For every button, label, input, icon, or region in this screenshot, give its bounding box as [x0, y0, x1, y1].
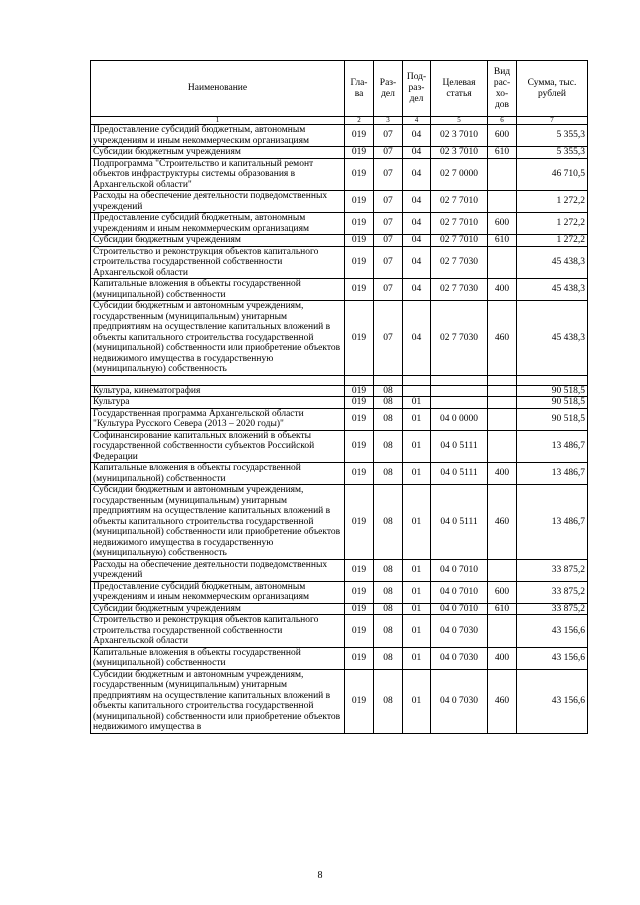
cell-section: 07	[374, 191, 403, 213]
cell-amount: 13 486,7	[517, 463, 588, 485]
cell-chapter: 019	[345, 147, 374, 159]
cell-section: 07	[374, 301, 403, 376]
cell-target-article: 02 3 7010	[431, 147, 488, 159]
cell-section: 08	[374, 581, 403, 603]
cell-target-article: 04 0 7010	[431, 581, 488, 603]
cell-name: Капитальные вложения в объекты государственной (муниципальной) собственности	[91, 647, 345, 669]
cell-name: Софинансирование капитальных вложений в объекты государственной собственности субъектов Российской Федерации	[91, 430, 345, 463]
cell-target-article: 02 7 7010	[431, 191, 488, 213]
cell-section: 07	[374, 147, 403, 159]
cell-section: 08	[374, 397, 403, 409]
cell-subsection: 04	[403, 147, 431, 159]
table-row	[91, 158, 588, 191]
cell-subsection: 01	[403, 463, 431, 485]
cell-target-article: 04 0 5111	[431, 430, 488, 463]
cell-target-article: 04 0 7030	[431, 669, 488, 733]
cell-subsection: 01	[403, 581, 431, 603]
header-section: Раз-дел	[374, 61, 403, 117]
cell-section: 07	[374, 235, 403, 247]
cell-name: Строительство и реконструкция объектов капитального строительства государственной собственности Архангельской области	[91, 246, 345, 279]
cell-name: Капитальные вложения в объекты государственной (муниципальной) собственности	[91, 463, 345, 485]
cell-name: Расходы на обеспечение деятельности подведомственных учреждений	[91, 559, 345, 581]
cell-name: Культура, кинематография	[91, 385, 345, 397]
cell-target-article: 04 0 0000	[431, 408, 488, 430]
cell-expense-type: 460	[488, 669, 517, 733]
cell-subsection: 01	[403, 603, 431, 615]
cell-expense-type: 610	[488, 235, 517, 247]
cell-expense-type	[488, 375, 517, 385]
column-number: 4	[403, 117, 431, 125]
cell-name: Субсидии бюджетным и автономным учреждениям, государственным (муниципальным) унитарным предприятиям на осуществление капитальных вложений в объекты капитального строительства государственной (муниципальной) собственности или приобретение объектов недвижимого имущества в	[91, 669, 345, 733]
cell-expense-type: 600	[488, 581, 517, 603]
cell-subsection: 01	[403, 397, 431, 409]
cell-amount: 45 438,3	[517, 246, 588, 279]
table-row	[91, 125, 588, 147]
cell-amount: 90 518,5	[517, 385, 588, 397]
cell-chapter: 019	[345, 559, 374, 581]
cell-amount: 1 272,2	[517, 235, 588, 247]
cell-expense-type: 600	[488, 213, 517, 235]
cell-chapter: 019	[345, 463, 374, 485]
cell-target-article: 04 0 7010	[431, 559, 488, 581]
cell-expense-type	[488, 385, 517, 397]
table-row	[91, 430, 588, 463]
cell-chapter: 019	[345, 485, 374, 560]
cell-amount: 43 156,6	[517, 647, 588, 669]
cell-chapter: 019	[345, 615, 374, 648]
cell-subsection: 04	[403, 158, 431, 191]
table-row	[91, 385, 588, 397]
table-row	[91, 191, 588, 213]
cell-target-article: 02 7 7030	[431, 301, 488, 376]
cell-subsection: 01	[403, 408, 431, 430]
header-name: Наименование	[91, 61, 345, 117]
cell-subsection: 04	[403, 125, 431, 147]
cell-expense-type	[488, 246, 517, 279]
cell-expense-type: 400	[488, 279, 517, 301]
cell-name	[91, 375, 345, 385]
table-row	[91, 375, 588, 385]
cell-subsection: 01	[403, 669, 431, 733]
cell-section: 08	[374, 430, 403, 463]
table-row	[91, 485, 588, 560]
column-number: 5	[431, 117, 488, 125]
cell-amount: 1 272,2	[517, 213, 588, 235]
cell-chapter: 019	[345, 669, 374, 733]
cell-section: 08	[374, 615, 403, 648]
cell-expense-type: 610	[488, 147, 517, 159]
cell-expense-type	[488, 559, 517, 581]
cell-expense-type	[488, 397, 517, 409]
column-number-row	[91, 117, 588, 125]
cell-target-article: 02 3 7010	[431, 125, 488, 147]
cell-section: 07	[374, 279, 403, 301]
cell-chapter: 019	[345, 279, 374, 301]
cell-chapter: 019	[345, 581, 374, 603]
cell-subsection: 04	[403, 301, 431, 376]
cell-chapter: 019	[345, 191, 374, 213]
table-row	[91, 147, 588, 159]
header-chapter: Гла-ва	[345, 61, 374, 117]
cell-target-article: 04 0 5111	[431, 485, 488, 560]
cell-chapter: 019	[345, 213, 374, 235]
cell-target-article	[431, 397, 488, 409]
table-row	[91, 235, 588, 247]
table-row	[91, 615, 588, 648]
table-body	[91, 125, 588, 734]
cell-subsection: 04	[403, 279, 431, 301]
cell-name: Государственная программа Архангельской области "Культура Русского Севера (2013 – 2020 годы)"	[91, 408, 345, 430]
cell-section: 08	[374, 408, 403, 430]
cell-amount: 90 518,5	[517, 397, 588, 409]
cell-subsection: 01	[403, 615, 431, 648]
cell-section: 08	[374, 647, 403, 669]
cell-amount: 33 875,2	[517, 581, 588, 603]
cell-expense-type	[488, 158, 517, 191]
header-row	[91, 61, 588, 117]
cell-amount: 1 272,2	[517, 191, 588, 213]
header-amount: Сумма, тыс. рублей	[517, 61, 588, 117]
header-expense-type: Вид рас-хо-дов	[488, 61, 517, 117]
cell-chapter: 019	[345, 408, 374, 430]
cell-chapter: 019	[345, 385, 374, 397]
column-number: 6	[488, 117, 517, 125]
cell-name: Предоставление субсидий бюджетным, автономным учреждениям и иным некоммерческим организациям	[91, 581, 345, 603]
cell-chapter: 019	[345, 397, 374, 409]
cell-section: 08	[374, 385, 403, 397]
cell-amount: 5 355,3	[517, 125, 588, 147]
cell-name: Субсидии бюджетным и автономным учреждениям, государственным (муниципальным) унитарным предприятиям на осуществление капитальных вложений в объекты капитального строительства государственной (муниципальной) собственности или приобретение объектов недвижимого имущества в государственную (муниципальную) собственность	[91, 485, 345, 560]
cell-amount: 13 486,7	[517, 485, 588, 560]
cell-target-article: 02 7 7010	[431, 213, 488, 235]
cell-target-article	[431, 385, 488, 397]
cell-section: 07	[374, 213, 403, 235]
column-number: 2	[345, 117, 374, 125]
cell-target-article: 04 0 7010	[431, 603, 488, 615]
cell-target-article: 04 0 7030	[431, 615, 488, 648]
cell-subsection	[403, 385, 431, 397]
cell-name: Субсидии бюджетным учреждениям	[91, 235, 345, 247]
table-row	[91, 463, 588, 485]
table-row	[91, 581, 588, 603]
cell-chapter: 019	[345, 158, 374, 191]
cell-chapter: 019	[345, 430, 374, 463]
cell-name: Культура	[91, 397, 345, 409]
cell-amount: 43 156,6	[517, 669, 588, 733]
cell-section: 07	[374, 158, 403, 191]
cell-subsection: 01	[403, 430, 431, 463]
cell-section: 07	[374, 125, 403, 147]
cell-expense-type	[488, 408, 517, 430]
table-row	[91, 279, 588, 301]
cell-chapter: 019	[345, 246, 374, 279]
cell-name: Субсидии бюджетным учреждениям	[91, 147, 345, 159]
table-row	[91, 559, 588, 581]
cell-expense-type	[488, 191, 517, 213]
cell-subsection: 04	[403, 191, 431, 213]
table-row	[91, 603, 588, 615]
column-number: 1	[91, 117, 345, 125]
cell-subsection: 01	[403, 559, 431, 581]
cell-expense-type: 460	[488, 485, 517, 560]
budget-table	[90, 60, 588, 734]
cell-name: Предоставление субсидий бюджетным, автономным учреждениям и иным некоммерческим организациям	[91, 125, 345, 147]
cell-chapter: 019	[345, 235, 374, 247]
column-number: 7	[517, 117, 588, 125]
column-number: 3	[374, 117, 403, 125]
cell-amount: 5 355,3	[517, 147, 588, 159]
cell-target-article: 02 7 7010	[431, 235, 488, 247]
cell-expense-type: 400	[488, 647, 517, 669]
cell-name: Субсидии бюджетным и автономным учреждениям, государственным (муниципальным) унитарным предприятиям на осуществление капитальных вложений в объекты капитального строительства государственной (муниципальной) собственности или приобретение объектов недвижимого имущества в государственную (муниципальную) собственность	[91, 301, 345, 376]
table-row	[91, 246, 588, 279]
table-row	[91, 213, 588, 235]
cell-section: 08	[374, 603, 403, 615]
cell-amount: 90 518,5	[517, 408, 588, 430]
cell-subsection: 04	[403, 213, 431, 235]
cell-section: 08	[374, 559, 403, 581]
cell-amount: 33 875,2	[517, 603, 588, 615]
cell-target-article: 04 0 5111	[431, 463, 488, 485]
cell-name: Расходы на обеспечение деятельности подведомственных учреждений	[91, 191, 345, 213]
cell-chapter: 019	[345, 603, 374, 615]
cell-target-article: 04 0 7030	[431, 647, 488, 669]
table-row	[91, 408, 588, 430]
cell-amount: 45 438,3	[517, 301, 588, 376]
cell-target-article: 02 7 7030	[431, 246, 488, 279]
table-row	[91, 301, 588, 376]
cell-name: Капитальные вложения в объекты государственной (муниципальной) собственности	[91, 279, 345, 301]
cell-subsection	[403, 375, 431, 385]
cell-expense-type: 400	[488, 463, 517, 485]
cell-chapter: 019	[345, 301, 374, 376]
cell-chapter	[345, 375, 374, 385]
cell-subsection: 01	[403, 647, 431, 669]
cell-expense-type: 460	[488, 301, 517, 376]
cell-subsection: 01	[403, 485, 431, 560]
cell-amount: 43 156,6	[517, 615, 588, 648]
header-target-article: Целевая статья	[431, 61, 488, 117]
cell-section: 08	[374, 485, 403, 560]
cell-expense-type	[488, 615, 517, 648]
cell-chapter: 019	[345, 647, 374, 669]
table-row	[91, 397, 588, 409]
cell-section: 08	[374, 669, 403, 733]
cell-expense-type: 600	[488, 125, 517, 147]
cell-amount: 45 438,3	[517, 279, 588, 301]
cell-expense-type: 610	[488, 603, 517, 615]
cell-amount	[517, 375, 588, 385]
cell-chapter: 019	[345, 125, 374, 147]
cell-target-article: 02 7 0000	[431, 158, 488, 191]
cell-target-article: 02 7 7030	[431, 279, 488, 301]
cell-name: Подпрограмма "Строительство и капитальный ремонт объектов инфраструктуры системы образования в Архангельской области"	[91, 158, 345, 191]
cell-subsection: 04	[403, 246, 431, 279]
cell-section: 07	[374, 246, 403, 279]
cell-name: Предоставление субсидий бюджетным, автономным учреждениям и иным некоммерческим организациям	[91, 213, 345, 235]
table-row	[91, 669, 588, 733]
header-subsection: Под-раз-дел	[403, 61, 431, 117]
page-number: 8	[317, 870, 323, 881]
table-row	[91, 647, 588, 669]
cell-name: Субсидии бюджетным учреждениям	[91, 603, 345, 615]
cell-section	[374, 375, 403, 385]
cell-section: 08	[374, 463, 403, 485]
cell-subsection: 04	[403, 235, 431, 247]
cell-amount: 33 875,2	[517, 559, 588, 581]
cell-expense-type	[488, 430, 517, 463]
cell-target-article	[431, 375, 488, 385]
cell-amount: 13 486,7	[517, 430, 588, 463]
cell-name: Строительство и реконструкция объектов капитального строительства государственной собственности Архангельской области	[91, 615, 345, 648]
cell-amount: 46 710,5	[517, 158, 588, 191]
